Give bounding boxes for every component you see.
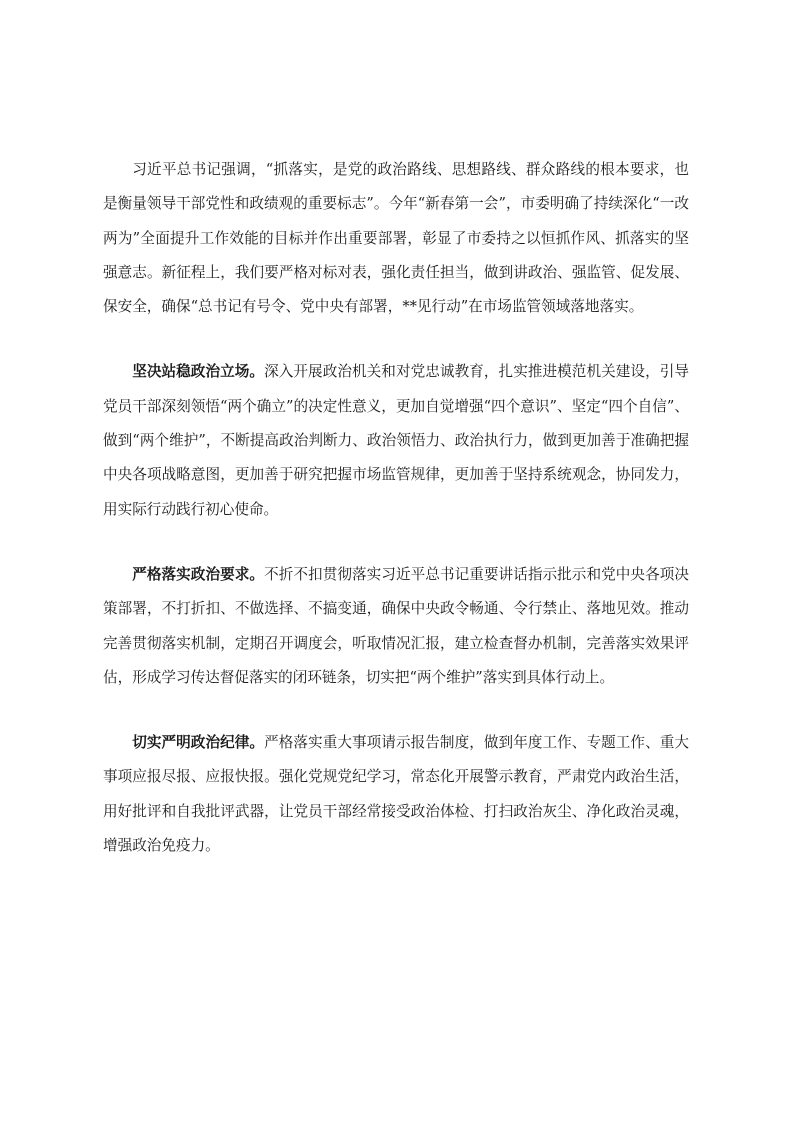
paragraph-intro — [103, 153, 689, 324]
paragraph-text: 习近平总书记强调，“抓落实，是党的政治路线、思想路线、群众路线的根本要求，也是衡量领导干部党性和政绩观的重要标志”。今年“新春第一会”，市委明确了持续深化“一改两为”全面提升工作效能的目标并作出重要部署，彰显了市委持之以恒抓作风、抓落实的坚强意志。新征程上，我们要严格对标对表，强化责任担当，做到讲政治、强监管、促发展、保安全，确保“总书记有号令、党中央有部署，**见行动”在市场监管领域落地落实。 — [103, 161, 689, 316]
paragraph-lead: 坚决站稳政治立场。 — [132, 363, 265, 381]
paragraph-lead: 切实严明政治纪律。 — [132, 734, 265, 752]
paragraph-political-discipline — [103, 726, 689, 863]
paragraph-text: 深入开展政治机关和对党忠诚教育，扎实推进模范机关建设，引导党员干部深刻领悟“两个确立”的决定性意义，更加自觉增强“四个意识”、坚定“四个自信”、做到“两个维护”，不断提高政治判断力、政治领悟力、政治执行力，做到更加善于准确把握中央各项战略意图，更加善于研究把握市场监管规律，更加善于坚持系统观念，协同发力，用实际行动践行初心使命。 — [103, 363, 689, 518]
paragraph-text: 严格落实重大事项请示报告制度，做到年度工作、专题工作、重大事项应报尽报、应报快报。强化党规党纪学习，常态化开展警示教育，严肃党内政治生活，用好批评和自我批评武器，让党员干部经常接受政治体检、打扫政治灰尘、净化政治灵魂，增强政治免疫力。 — [103, 734, 689, 855]
paragraph-political-requirements — [103, 558, 689, 695]
document-body — [103, 153, 689, 863]
paragraph-political-stance — [103, 355, 689, 526]
paragraph-text: 不折不扣贯彻落实习近平总书记重要讲话指示批示和党中央各项决策部署，不打折扣、不做选择、不搞变通，确保中央政令畅通、令行禁止、落地见效。推动完善贯彻落实机制，定期召开调度会，听取情况汇报，建立检查督办机制，完善落实效果评估，形成学习传达督促落实的闭环链条，切实把“两个维护”落实到具体行动上。 — [103, 565, 689, 686]
paragraph-lead: 严格落实政治要求。 — [132, 565, 265, 583]
